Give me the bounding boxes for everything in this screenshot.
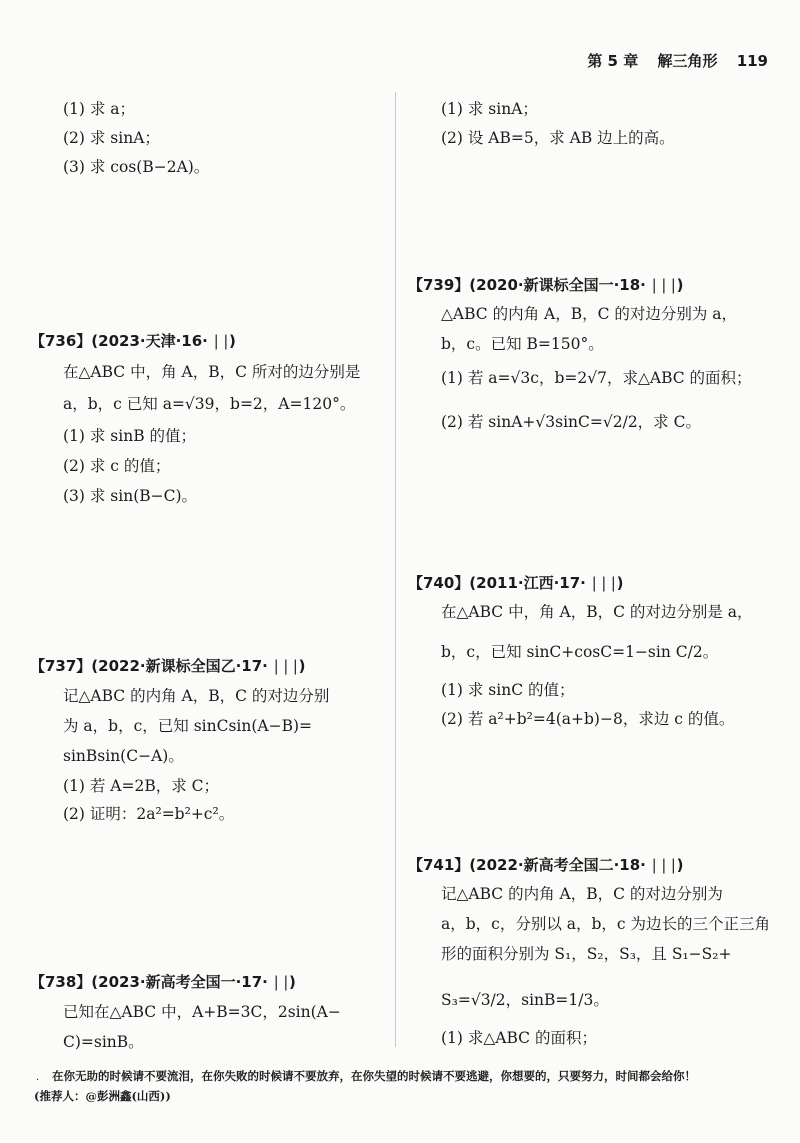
text-line: (1) 若 a=√3c，b=2√7，求△ABC 的面积； [441,369,752,387]
footer-recommender: (推荐人：@彭洲鑫(山西)) [34,1089,171,1103]
text-line: (1) 求 sinA； [441,100,538,118]
page-header [573,50,768,71]
text-line: b，c。已知 B=150°。 [441,335,604,353]
text-line: (1) 若 A=2B，求 C； [63,777,220,795]
difficulty-icon: ❘❘❘ [647,276,677,294]
page-number: 119 [736,52,768,70]
difficulty-icon: ❘❘❘ [269,657,299,675]
difficulty-icon: ❘❘❘ [587,574,617,592]
column-divider [395,92,396,1047]
text-line: sinBsin(C−A)。 [63,747,184,765]
difficulty-icon: ❘❘❘ [647,856,677,874]
chapter-title: 解三角形 [657,52,718,70]
difficulty-icon: ❘❘ [269,973,290,991]
text-line: S₃=√3/2，sinB=1/3。 [441,991,609,1009]
text-line: (3) 求 sin(B−C)。 [63,487,198,505]
bullet-dot: . [36,1072,40,1083]
difficulty-icon: ❘❘ [209,332,230,350]
problem-header-740: 【740】(2011·江西·17· ❘❘❘) [408,574,624,592]
text-line: 已知在△ABC 中，A+B=3C，2sin(A− [63,1003,341,1021]
text-line: (1) 求△ABC 的面积； [441,1029,597,1047]
text-line: (2) 若 a²+b²=4(a+b)−8，求边 c 的值。 [441,710,735,728]
text-line: (1) 求 sinC 的值； [441,681,575,699]
text-line: (2) 若 sinA+√3sinC=√2/2，求 C。 [441,413,701,431]
text-line: (1) 求 sinB 的值； [63,427,197,445]
text-line: 在△ABC 中，角 A，B，C 的对边分别是 a， [441,603,753,621]
text-line: C)=sinB。 [63,1033,144,1051]
text-line: 为 a，b，c，已知 sinCsin(A−B)= [63,717,312,735]
problem-header-736: 【736】(2023·天津·16· ❘❘) [30,332,236,350]
footer-motto: 在你无助的时候请不要流泪，在你失败的时候请不要放弃，在你失望的时候请不要逃避，你想要的，只要努力，时间都会给你！ [52,1069,696,1083]
text-line: 记△ABC 的内角 A，B，C 的对边分别为 [441,885,723,903]
text-line: (3) 求 cos(B−2A)。 [63,158,210,176]
text-line: a，b，c 已知 a=√39，b=2，A=120°。 [63,395,356,413]
problem-header-738: 【738】(2023·新高考全国一·17· ❘❘) [30,973,296,991]
text-line: (1) 求 a； [63,100,136,118]
text-line: 形的面积分别为 S₁，S₂，S₃，且 S₁−S₂+ [441,945,732,963]
text-line: a，b，c，分别以 a，b，c 为边长的三个正三角 [441,915,771,933]
problem-header-739: 【739】(2020·新课标全国一·18· ❘❘❘) [408,276,684,294]
text-line: 在△ABC 中，角 A，B，C 所对的边分别是 [63,363,361,381]
text-line: (2) 设 AB=5，求 AB 边上的高。 [441,129,675,147]
text-line: b，c，已知 sinC+cosC=1−sin C/2。 [441,643,719,661]
text-line: (2) 求 sinA； [63,129,160,147]
text-line: (2) 求 c 的值； [63,457,171,475]
text-line: (2) 证明：2a²=b²+c²。 [63,805,235,823]
text-line: △ABC 的内角 A，B，C 的对边分别为 a， [441,305,738,323]
problem-header-741: 【741】(2022·新高考全国二·18· ❘❘❘) [408,856,684,874]
text-line: 记△ABC 的内角 A，B，C 的对边分别 [63,687,330,705]
problem-header-737: 【737】(2022·新课标全国乙·17· ❘❘❘) [30,657,306,675]
chapter-label: 第 5 章 [587,52,639,70]
